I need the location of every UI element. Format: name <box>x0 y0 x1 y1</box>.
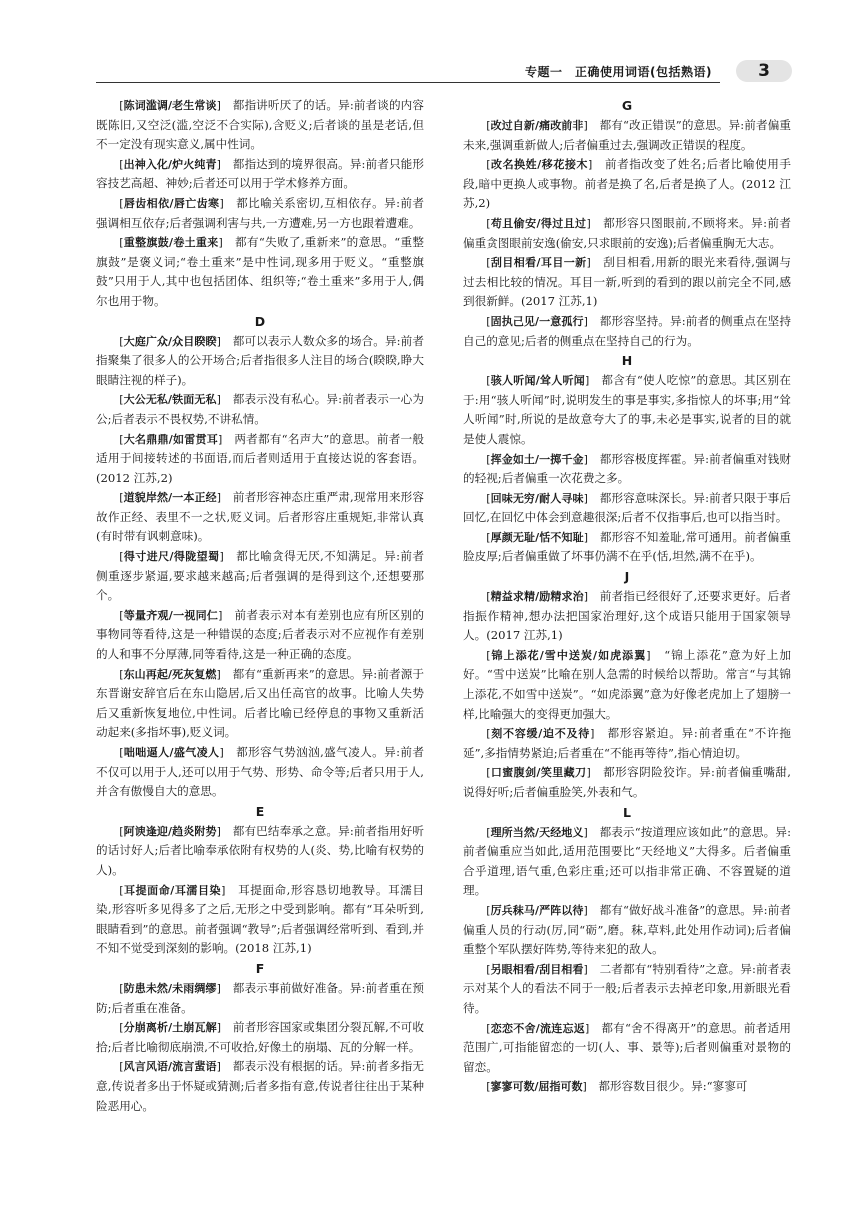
idiom-entry <box>463 646 791 724</box>
idiom-entry <box>96 332 424 391</box>
idiom-explanation: 都可以表示人数众多的场合。异:前者指聚集了很多人的公开场合;后者指很多人注目的场合(睽睽,睁大眼睛注视的样子)。 <box>96 333 424 387</box>
idiom-term: [ 防患未然/未雨绸缪 ] <box>119 982 221 995</box>
idiom-entry <box>96 390 424 429</box>
idiom-entry <box>463 489 791 528</box>
idiom-term: [ 理所当然/天经地义 ] <box>486 826 588 839</box>
idiom-entry <box>96 606 424 665</box>
idiom-term: [ 大名鼎鼎/如雷贯耳 ] <box>119 433 222 446</box>
idiom-entry <box>96 743 424 802</box>
idiom-term: [ 等量齐观/一视同仁 ] <box>119 609 222 622</box>
idiom-entry <box>96 979 424 1018</box>
idiom-term: [ 重整旗鼓/卷土重来 ] <box>119 236 223 249</box>
idiom-term: [ 挥金如土/一掷千金 ] <box>486 453 588 466</box>
right-column <box>463 96 791 1097</box>
idiom-entry <box>463 371 791 449</box>
idiom-term: [ 固执己见/一意孤行 ] <box>486 315 588 328</box>
idiom-explanation: 都有“重新再来”的意思。异:前者源于东晋谢安辞官后在东山隐居,后又出任高官的故事。比喻人失势后又重新恢复地位,中性词。后者比喻已经停息的事物又重新活动起来(多指坏事),贬义词。 <box>96 666 424 740</box>
section-letter-heading: J <box>624 569 630 585</box>
section-letter-heading: E <box>255 803 265 819</box>
idiom-explanation: 刮目相看,用新的眼光来看待,强调与过去相比较的情况。耳目一新,听到的看到的跟以前完全不同,感到很新鲜。(2017 江苏,1) <box>463 255 791 309</box>
page-header <box>96 60 792 84</box>
idiom-explanation: 都表示没有根据的话。异:前者多指无意,传说者多出于怀疑或猜测;后者多指有意,传说者往往出于某种险恶用心。 <box>96 1059 424 1113</box>
idiom-entry <box>96 1018 424 1057</box>
idiom-explanation: 都比喻关系密切,互相依存。异:前者强调相互依存;后者强调利害与共,一方遭难,另一方也跟着遭难。 <box>96 195 424 230</box>
idiom-entry <box>463 116 791 155</box>
idiom-explanation: “锦上添花”意为好上加好。“雪中送炭”比喻在别人急需的时候给以帮助。常言“与其锦上添花,不如雪中送炭”。“如虎添翼”意为好像老虎加上了翅膀一样,比喻强大的变得更加强大。 <box>463 647 791 721</box>
idiom-term: [ 恋恋不舍/流连忘返 ] <box>486 1022 589 1035</box>
idiom-term: [ 东山再起/死灰复燃 ] <box>119 668 221 681</box>
idiom-term: [ 大公无私/铁面无私 ] <box>119 393 221 406</box>
idiom-term: [ 改名换姓/移花接木 ] <box>486 158 592 171</box>
idiom-term: [ 口蜜腹剑/笑里藏刀 ] <box>486 766 591 779</box>
idiom-explanation: 都形容意味深长。异:前者只限于事后回忆,在回忆中体会到意趣很深;后者不仅指事后,也可以指当时。 <box>463 490 791 525</box>
idiom-term: [ 阿谀逢迎/趋炎附势 ] <box>119 825 221 838</box>
idiom-entry <box>463 724 791 763</box>
section-letter-heading: F <box>255 960 265 976</box>
idiom-explanation: 都指讲听厌了的话。异:前者谈的内容既陈旧,又空泛(滥,空泛不合实际),含贬义;后者谈的虽是老话,但不一定没有现实意义,属中性词。 <box>96 98 424 152</box>
header-rule <box>96 82 720 83</box>
idiom-explanation: 前者指已经很好了,还要求更好。后者指振作精神,想办法把国家治理好,这个成语只能用于国家领导人。(2017 江苏,1) <box>463 589 791 643</box>
left-column <box>96 96 424 1116</box>
idiom-entry <box>96 547 424 606</box>
idiom-entry <box>463 155 791 214</box>
idiom-explanation: 都指达到的境界很高。异:前者只能形容技艺高超、神妙;后者还可以用于学术修养方面。 <box>96 156 424 191</box>
idiom-term: [ 风言风语/流言蜚语 ] <box>119 1060 221 1073</box>
idiom-entry <box>96 194 424 233</box>
section-letter-heading: D <box>254 313 266 329</box>
idiom-term: [ 寥寥可数/屈指可数 ] <box>486 1080 587 1093</box>
idiom-entry <box>463 253 791 312</box>
idiom-term: [ 苟且偷安/得过且过 ] <box>486 217 591 230</box>
idiom-term: [ 刻不容缓/迫不及待 ] <box>486 727 594 740</box>
idiom-term: [ 出神入化/炉火纯青 ] <box>119 158 221 171</box>
idiom-explanation: 前者表示对本有差别也应有所区别的事物同等看待,这是一种错误的态度;后者表示对不应视作有差别的人和事不分厚薄,同等看待,这是一种正确的态度。 <box>96 607 424 662</box>
idiom-explanation: 都比喻贪得无厌,不知满足。异:前者侧重逐步紧逼,要求越来越高;后者强调的是得到这个,还想要那个。 <box>96 549 424 603</box>
idiom-entry <box>463 312 791 351</box>
idiom-explanation: 都表示没有私心。异:前者表示一心为公;后者表示不畏权势,不讲私情。 <box>96 392 424 426</box>
idiom-explanation: 都有“舍不得离开”的意思。前者适用范围广,可指能留恋的一切(人、事、景等);后者则偏重对景物的留恋。 <box>463 1020 791 1074</box>
idiom-explanation: 都形容紧迫。异:前者重在“不许拖延”,多指情势紧迫;后者重在“不能再等待”,指心情迫切。 <box>463 726 791 760</box>
section-letter-heading: L <box>623 804 631 820</box>
idiom-term: [ 另眼相看/刮目相看 ] <box>486 963 588 976</box>
idiom-entry <box>96 1057 424 1116</box>
idiom-term: [ 厚颜无耻/恬不知耻 ] <box>486 531 588 544</box>
idiom-entry <box>463 1019 791 1078</box>
idiom-entry <box>96 822 424 881</box>
idiom-entry <box>463 1077 791 1097</box>
idiom-explanation: 都形容极度挥霍。异:前者偏重对钱财的轻视;后者偏重一次花费之多。 <box>463 451 791 486</box>
idiom-explanation: 都形容数目很少。异:“寥寥可 <box>598 1079 748 1094</box>
idiom-entry <box>96 96 424 155</box>
idiom-explanation: 前者指改变了姓名;后者比喻使用手段,暗中更换人或事物。前者是换了名,后者是换了人。(2012 江苏,2) <box>463 157 791 211</box>
idiom-entry <box>96 233 424 311</box>
idiom-entry <box>463 960 791 1019</box>
idiom-term: [ 精益求精/励精求治 ] <box>486 590 588 603</box>
idiom-explanation: 前者形容神态庄重严肃,现常用来形容故作正经、表里不一之状,贬义词。后者形容庄重规矩,非常认真(有时带有讽刺意味)。 <box>96 490 424 544</box>
idiom-term: [ 耳提面命/耳濡目染 ] <box>119 884 225 897</box>
idiom-term: [ 回味无穷/耐人寻味 ] <box>486 492 588 505</box>
idiom-term: [ 大庭广众/众目睽睽 ] <box>119 335 221 348</box>
idiom-term: [ 分崩离析/土崩瓦解 ] <box>119 1021 221 1034</box>
idiom-term: [ 得寸进尺/得陇望蜀 ] <box>119 550 224 563</box>
idiom-term: [ 厉兵秣马/严阵以待 ] <box>486 904 588 917</box>
idiom-explanation: 二者都有“特别看待”之意。异:前者表示对某个人的看法不同于一般;后者表示去掉老印象,用新眼光看待。 <box>463 961 791 1015</box>
section-letter-heading: H <box>621 353 633 369</box>
idiom-term: [ 刮目相看/耳目一新 ] <box>486 256 591 269</box>
idiom-explanation: 前者形容国家或集团分裂瓦解,不可收拾;后者比喻彻底崩溃,不可收拾,好像土的崩塌、瓦的分解一样。 <box>96 1020 424 1054</box>
idiom-explanation: 都含有“使人吃惊”的意思。其区别在于:用“骇人听闻”时,说明发生的事是事实,多指惊人的坏事;用“耸人听闻”时,所说的是故意夸大了的事,未必是事实,说者的目的就是使人震惊。 <box>463 373 791 446</box>
chapter-title: 专题一 正确使用词语(包括熟语) <box>525 65 712 79</box>
idiom-explanation: 都形容只图眼前,不顾将来。异:前者偏重贪图眼前安逸(偷安,只求眼前的安逸);后者偏重胸无大志。 <box>463 215 791 250</box>
idiom-explanation: 都表示“按道理应该如此”的意思。异:前者偏重应当如此,适用范围要比“天经地义”大得多。后者偏重合乎道理,语气重,色彩庄重;还可以指非常正确、不容置疑的道理。 <box>463 824 791 898</box>
idiom-entry <box>96 488 424 547</box>
idiom-explanation: 都有“做好战斗准备”的意思。异:前者偏重人员的行动(厉,同“砺”,磨。秣,草料,此处用作动词);后者偏重整个军队摆好阵势,等待来犯的敌人。 <box>463 902 791 957</box>
idiom-entry <box>463 763 791 802</box>
idiom-term: [ 唇齿相依/唇亡齿寒 ] <box>119 197 224 210</box>
idiom-term: [ 道貌岸然/一本正经 ] <box>119 491 221 504</box>
idiom-entry <box>463 587 791 646</box>
idiom-term: [ 改过自新/痛改前非 ] <box>486 119 588 132</box>
idiom-explanation: 都有“失败了,重新来”的意思。“重整旗鼓”是褒义词;“卷土重来”是中性词,现多用于贬义。“重整旗鼓”只用于人,其中也包括团体、组织等;“卷土重来”多用于人,偶尔也用于物。 <box>96 235 424 308</box>
idiom-explanation: 都表示事前做好准备。异:前者重在预防;后者重在准备。 <box>96 980 424 1015</box>
section-letter-heading: G <box>621 98 633 113</box>
idiom-explanation: 都有巴结奉承之意。异:前者指用好听的话讨好人;后者比喻奉承依附有权势的人(炎、势,比喻有权势的人)。 <box>96 823 424 877</box>
idiom-term: [ 骇人听闻/耸人听闻 ] <box>486 374 589 387</box>
idiom-entry <box>96 430 424 489</box>
idiom-explanation: 都有“改正错误”的意思。异:前者偏重未来,强调重新做人;后者偏重过去,强调改正错误的程度。 <box>463 118 791 152</box>
page-number-badge: 3 <box>736 60 792 82</box>
idiom-explanation: 两者都有“名声大”的意思。前者一般适用于间接转述的书面语,而后者则适用于直接达说的客套语。(2012 江苏,2) <box>96 431 424 485</box>
idiom-entry <box>463 214 791 253</box>
idiom-explanation: 都形容气势汹汹,盛气凌人。异:前者不仅可以用于人,还可以用于气势、形势、命令等;后者只用于人,并含有傲慢自大的意思。 <box>96 745 424 799</box>
idiom-entry <box>463 901 791 960</box>
idiom-term: [ 锦上添花/雪中送炭/如虎添翼 ] <box>486 649 650 662</box>
idiom-term: [ 咄咄逼人/盛气凌人 ] <box>119 746 224 759</box>
idiom-entry <box>463 528 791 567</box>
idiom-entry <box>96 881 424 959</box>
idiom-entry <box>96 665 424 743</box>
idiom-explanation: 都形容阴险狡诈。异:前者偏重嘴甜,说得好听;后者偏重脸笑,外表和气。 <box>463 765 791 799</box>
idiom-term: [ 陈词滥调/老生常谈 ] <box>119 99 221 112</box>
idiom-entry <box>96 155 424 194</box>
idiom-explanation: 耳提面命,形容恳切地教导。耳濡目染,形容听多见得多了之后,无形之中受到影响。都有“耳朵听到,眼睛看到”的意思。前者强调“教导”;后者强调经常听到、看到,并不知不觉受到深刻的影响。(2018 江苏,1) <box>96 882 424 956</box>
idiom-entry <box>463 823 791 901</box>
idiom-explanation: 都形容不知羞耻,常可通用。前者偏重脸皮厚;后者偏重做了坏事仍满不在乎(恬,坦然,满不在乎)。 <box>463 529 791 564</box>
idiom-explanation: 都形容坚持。异:前者的侧重点在坚持自己的意见;后者的侧重点在坚持自己的行为。 <box>463 313 791 348</box>
idiom-entry <box>463 450 791 489</box>
